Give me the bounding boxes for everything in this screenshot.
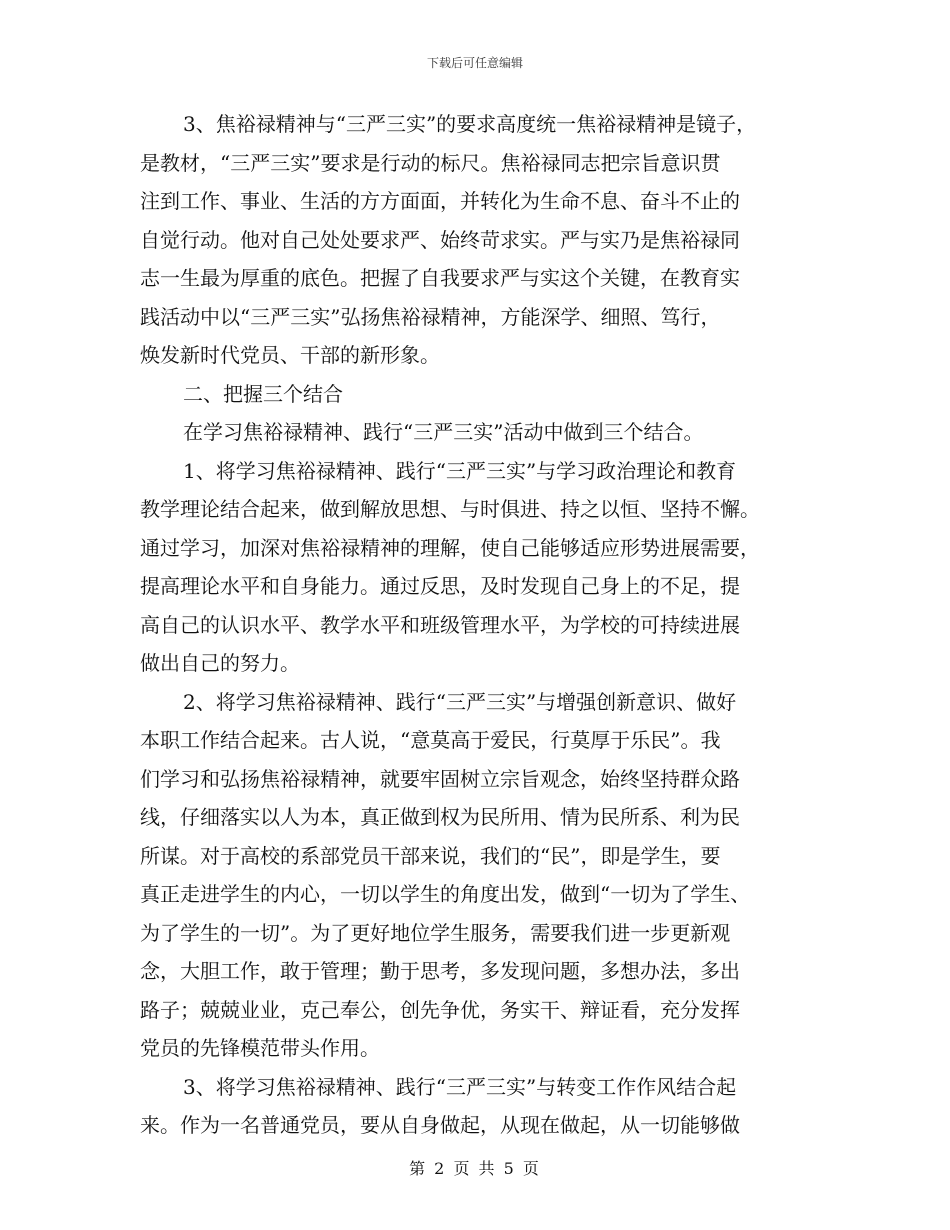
text-line: 为了学生的一切”。为了更好地位学生服务，需要我们进一步更新观 (140, 920, 731, 945)
text-line: 做出自己的努力。 (140, 651, 300, 675)
text-line: 们学习和弘扬焦裕禄精神，就要牢固树立宗旨观念，始终坚持群众路 (140, 766, 740, 791)
text-line: 念，大胆工作，敢于管理；勤于思考，多发现问题，多想办法，多出 (140, 959, 740, 983)
text-line: 通过学习，加深对焦裕禄精神的理解，使自己能够适应形势进展需要， (140, 535, 760, 560)
text-line: 所谋。对于高校的系部党员干部来说，我们的“民”，即是学生，要 (140, 843, 721, 868)
section-heading: 二、把握三个结合 (183, 381, 343, 406)
document-body (140, 105, 810, 1145)
text-line: 注到工作、事业、生活的方方面面，并转化为生命不息、奋斗不止的 (140, 189, 740, 213)
text-line: 是教材，“三严三实”要求是行动的标尺。焦裕禄同志把宗旨意识贯 (140, 150, 721, 175)
text-line: 高自己的认识水平、教学水平和班级管理水平，为学校的可持续进展 (140, 612, 740, 637)
page-header: 下载后可任意编辑 (426, 56, 523, 70)
text-line: 来。作为一名普通党员，要从自身做起，从现在做起，从一切能够做 (140, 1113, 740, 1137)
text-line: 3、将学习焦裕禄精神、践行“三严三实”与转变工作作风结合起 (183, 1074, 737, 1099)
text-line: 志一生最为厚重的底色。把握了自我要求严与实这个关键，在教育实 (140, 266, 740, 290)
text-line: 真正走进学生的内心，一切以学生的角度出发，做到“一切为了学生、 (140, 882, 751, 906)
text-line: 2、将学习焦裕禄精神、践行“三严三实”与增强创新意识、做好 (183, 689, 737, 714)
text-line: 自觉行动。他对自己处处要求严、始终苛求实。严与实乃是焦裕禄同 (140, 227, 740, 252)
text-line: 焕发新时代党员、干部的新形象。 (140, 343, 440, 367)
text-line: 提高理论水平和自身能力。通过反思，及时发现自己身上的不足，提 (140, 574, 740, 598)
text-line: 教学理论结合起来，做到解放思想、与时俱进、持之以恒、坚持不懈。 (140, 497, 760, 521)
text-line: 线，仔细落实以人为本，真正做到权为民所用、情为民所系、利为民 (140, 805, 740, 829)
text-line: 本职工作结合起来。古人说，“意莫高于爱民，行莫厚于乐民”。我 (140, 728, 721, 752)
page-number-footer: 第 2 页 共 5 页 (409, 1159, 541, 1178)
text-line: 路子；兢兢业业，克己奉公，创先争优，务实干、辩证看，充分发挥 (140, 997, 740, 1022)
text-line: 1、将学习焦裕禄精神、践行“三严三实”与学习政治理论和教育 (183, 458, 737, 483)
text-line: 践活动中以“三严三实”弘扬焦裕禄精神，方能深学、细照、笃行， (140, 304, 721, 329)
text-line: 党员的先锋模范带头作用。 (140, 1036, 380, 1060)
text-line: 3、焦裕禄精神与“三严三实”的要求高度统一焦裕禄精神是镜子， (183, 112, 757, 136)
text-line: 在学习焦裕禄精神、践行“三严三实”活动中做到三个结合。 (183, 420, 704, 444)
